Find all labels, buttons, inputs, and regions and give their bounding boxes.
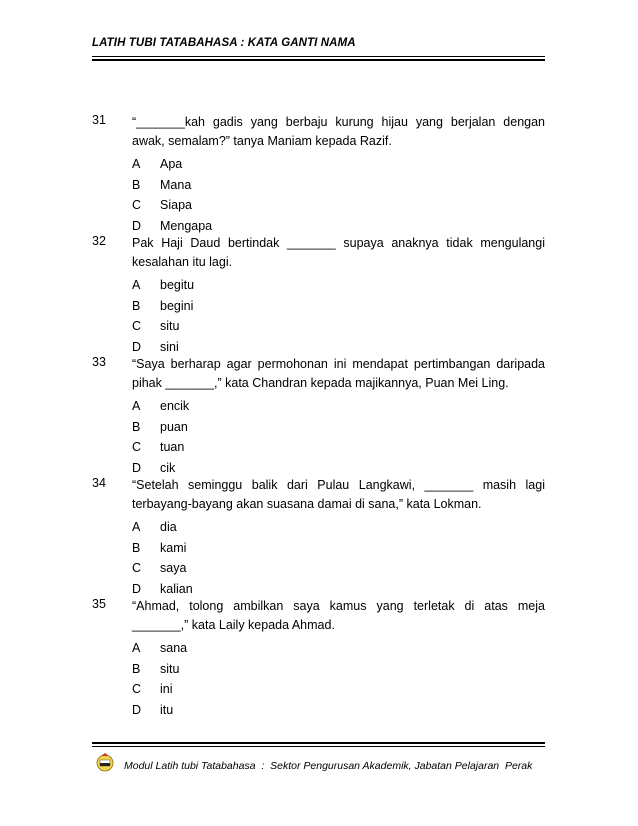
- option-text: sini: [160, 339, 179, 354]
- option-c: [132, 318, 545, 339]
- option-letter: A: [132, 278, 141, 292]
- option-letter: B: [132, 661, 141, 676]
- option-text: sana: [160, 641, 188, 655]
- option-letter: B: [132, 298, 141, 313]
- option-letter: B: [132, 419, 141, 434]
- footer-text: Modul Latih tubi Tatabahasa : Sektor Pengurusan Akademik, Jabatan Pelajaran Perak: [124, 760, 533, 772]
- question-number: 32: [92, 234, 106, 248]
- option-text: itu: [160, 702, 174, 717]
- option-c: [132, 439, 545, 460]
- footer-rule-thin: [92, 746, 545, 747]
- option-list: [132, 277, 545, 359]
- option-c: [132, 681, 545, 702]
- question-number: 33: [92, 355, 106, 369]
- option-letter: B: [132, 540, 141, 555]
- question-text: “Saya berharap agar permohonan ini mendapat pertimbangan daripada pihak _______,” kata Chandran kepada majikannya, Puan Mei Ling.: [132, 357, 545, 390]
- option-text: kami: [160, 540, 187, 555]
- question-34: [92, 476, 545, 597]
- question-33: [92, 355, 545, 476]
- option-text: situ: [160, 661, 180, 676]
- option-letter: D: [132, 702, 142, 717]
- option-list: [132, 156, 545, 238]
- option-a: [132, 640, 545, 661]
- option-text: ini: [160, 682, 173, 696]
- option-letter: D: [132, 218, 142, 233]
- option-letter: D: [132, 339, 142, 354]
- option-a: [132, 519, 545, 540]
- option-a: [132, 398, 545, 419]
- question-number: 31: [92, 113, 106, 127]
- question-text: Pak Haji Daud bertindak _______ supaya anaknya tidak mengulangi kesalahan itu lagi.: [132, 236, 545, 269]
- option-letter: D: [132, 460, 142, 475]
- option-text: Mana: [160, 177, 192, 192]
- option-letter: A: [132, 520, 141, 534]
- option-text: situ: [160, 319, 180, 333]
- question-number: 34: [92, 476, 106, 490]
- option-text: Apa: [160, 157, 183, 171]
- header-rule-thin: [92, 56, 545, 57]
- option-letter: A: [132, 157, 141, 171]
- option-b: [132, 177, 545, 198]
- question-35: [92, 597, 545, 718]
- option-text: Siapa: [160, 198, 192, 212]
- option-text: encik: [160, 399, 190, 413]
- perak-crest-icon: [96, 752, 114, 772]
- option-letter: C: [132, 561, 142, 575]
- option-text: begitu: [160, 278, 195, 292]
- option-b: [132, 419, 545, 440]
- option-list: [132, 640, 545, 722]
- footer-rule-thick: [92, 742, 545, 744]
- option-b: [132, 298, 545, 319]
- question-32: [92, 234, 545, 355]
- option-letter: D: [132, 581, 142, 596]
- option-a: [132, 277, 545, 298]
- option-text: tuan: [160, 440, 185, 454]
- question-text: “_______kah gadis yang berbaju kurung hijau yang berjalan dengan awak, semalam?” tanya Maniam kepada Razif.: [132, 115, 545, 148]
- option-d: [132, 702, 545, 723]
- option-list: [132, 398, 545, 480]
- option-text: puan: [160, 419, 188, 434]
- option-list: [132, 519, 545, 601]
- question-number: 35: [92, 597, 106, 611]
- question-31: [92, 113, 545, 234]
- option-c: [132, 560, 545, 581]
- option-c: [132, 197, 545, 218]
- page-header-title: LATIH TUBI TATABAHASA : KATA GANTI NAMA: [92, 37, 356, 49]
- option-a: [132, 156, 545, 177]
- option-letter: B: [132, 177, 141, 192]
- option-letter: A: [132, 399, 141, 413]
- question-text: “Ahmad, tolong ambilkan saya kamus yang terletak di atas meja _______,” kata Laily kepada Ahmad.: [132, 599, 545, 632]
- option-text: cik: [160, 460, 176, 475]
- header-rule-thick: [92, 59, 545, 61]
- option-letter: C: [132, 440, 142, 454]
- option-b: [132, 661, 545, 682]
- option-text: begini: [160, 298, 194, 313]
- option-letter: C: [132, 198, 142, 212]
- question-list: [92, 113, 545, 718]
- option-text: Mengapa: [160, 218, 213, 233]
- option-letter: C: [132, 319, 142, 333]
- option-letter: A: [132, 641, 141, 655]
- option-text: saya: [160, 561, 187, 575]
- option-text: kalian: [160, 581, 193, 596]
- option-b: [132, 540, 545, 561]
- option-letter: C: [132, 682, 142, 696]
- question-text: “Setelah seminggu balik dari Pulau Langkawi, _______ masih lagi terbayang-bayang akan suasana damai di sana,” kata Lokman.: [132, 478, 545, 511]
- option-text: dia: [160, 520, 177, 534]
